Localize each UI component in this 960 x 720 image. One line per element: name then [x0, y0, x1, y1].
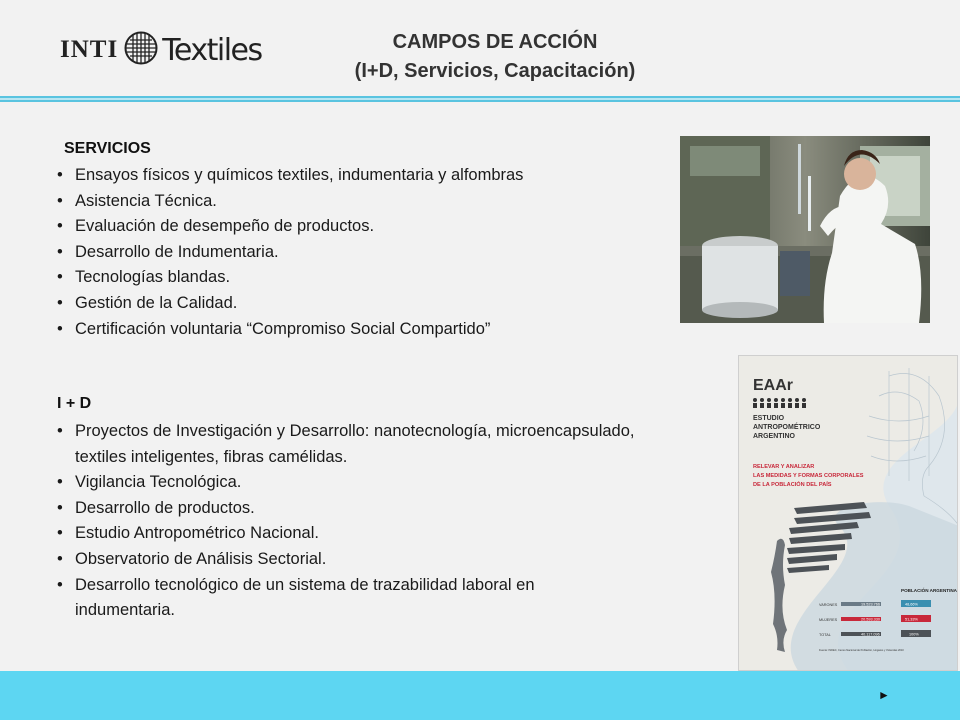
services-heading: SERVICIOS	[64, 140, 151, 157]
poster-title-line-3: ARGENTINO	[753, 433, 795, 440]
poster-population-title: POBLACIÓN ARGENTINA	[901, 588, 957, 593]
list-item	[57, 189, 657, 215]
bullet-icon: •	[57, 166, 63, 184]
footer-bar	[0, 671, 960, 720]
poster-row-value: 40.117.096	[861, 632, 880, 637]
bullet-icon: •	[57, 575, 63, 594]
list-item-text: Ensayos físicos y químicos textiles, indumentaria y alfombras	[75, 166, 524, 184]
list-item-text: Desarrollo de productos.	[75, 498, 255, 517]
poster-row-pct: 48,66%	[905, 602, 918, 607]
list-item	[57, 496, 747, 522]
page-title	[300, 28, 690, 86]
next-slide-icon[interactable]: ►	[878, 688, 890, 702]
list-item-text: textiles inteligentes, fibras camélidas.	[75, 447, 348, 466]
list-item-text: Proyectos de Investigación y Desarrollo: nanotecnología, microencapsulado,	[75, 422, 635, 440]
list-item	[57, 240, 657, 266]
poster-row-label: MUJERES	[819, 618, 838, 622]
bullet-icon: •	[57, 498, 63, 517]
list-item	[57, 419, 747, 445]
rd-heading: I + D	[57, 395, 92, 412]
inti-textiles-logo	[60, 30, 262, 70]
header	[0, 0, 960, 96]
list-item	[57, 163, 657, 189]
list-item-text: Estudio Antropométrico Nacional.	[75, 524, 319, 543]
poster-row-label: VARONES	[819, 603, 838, 607]
rd-list	[57, 419, 747, 624]
poster-title-line-1: ESTUDIO	[753, 415, 785, 422]
logo-inti-text: INTI	[60, 36, 119, 63]
bullet-icon: •	[57, 293, 63, 312]
list-item-continuation	[57, 445, 747, 471]
bullet-icon: •	[57, 524, 63, 543]
bullet-icon: •	[57, 319, 63, 338]
bullet-icon: •	[57, 191, 63, 210]
bullet-icon: •	[57, 422, 63, 440]
list-item	[57, 317, 657, 343]
list-item-text: indumentaria.	[75, 601, 175, 620]
list-item-text: Tecnologías blandas.	[75, 268, 231, 287]
list-item	[57, 291, 657, 317]
list-item	[57, 265, 657, 291]
list-item	[57, 214, 657, 240]
list-item-text: Desarrollo tecnológico de un sistema de trazabilidad laboral en	[75, 575, 535, 594]
lab-photo	[680, 136, 930, 323]
list-item-text: Gestión de la Calidad.	[75, 293, 238, 312]
services-list	[57, 163, 657, 342]
list-item-text: Vigilancia Tecnológica.	[75, 473, 242, 492]
list-item-text: Desarrollo de Indumentaria.	[75, 242, 279, 261]
bullet-icon: •	[57, 473, 63, 492]
poster-brand: EAAr	[753, 377, 794, 394]
list-item-continuation	[57, 598, 747, 624]
title-line-1: CAMPOS DE ACCIÓN	[392, 31, 598, 53]
eaar-poster	[738, 355, 958, 671]
globe-logo-icon	[124, 31, 158, 70]
poster-row-pct: 51,33%	[905, 617, 918, 622]
poster-tagline-1: RELEVAR Y ANALIZAR	[753, 464, 815, 470]
list-item	[57, 470, 747, 496]
header-divider	[0, 96, 960, 102]
list-item-text: Asistencia Técnica.	[75, 191, 217, 210]
list-item-text: Observatorio de Análisis Sectorial.	[75, 549, 327, 568]
list-item-text: Certificación voluntaria “Compromiso Social Compartido”	[75, 319, 491, 338]
bullet-icon: •	[57, 549, 63, 568]
bullet-icon: •	[57, 268, 63, 287]
poster-row-label: TOTAL	[819, 633, 831, 637]
poster-row-pct: 100%	[909, 632, 919, 637]
title-line-2: (I+D, Servicios, Capacitación)	[354, 60, 636, 82]
poster-source: Fuente: INDEC, Censo Nacional de Población, Hogares y Viviendas 2010	[819, 649, 904, 652]
bullet-icon: •	[57, 217, 63, 236]
poster-row-value: 20.593.330	[861, 617, 881, 622]
list-item	[57, 547, 747, 573]
poster-tagline-3: DE LA POBLACIÓN DEL PAÍS	[753, 482, 832, 488]
logo-textiles-text: Textiles	[162, 32, 262, 68]
poster-row-value: 19.523.766	[861, 602, 881, 607]
poster-title-line-2: ANTROPOMÉTRICO	[753, 424, 821, 431]
poster-tagline-2: LAS MEDIDAS Y FORMAS CORPORALES	[753, 473, 864, 479]
list-item	[57, 521, 747, 547]
list-item-text: Evaluación de desempeño de productos.	[75, 217, 375, 236]
list-item	[57, 573, 747, 599]
bullet-icon: •	[57, 242, 63, 261]
